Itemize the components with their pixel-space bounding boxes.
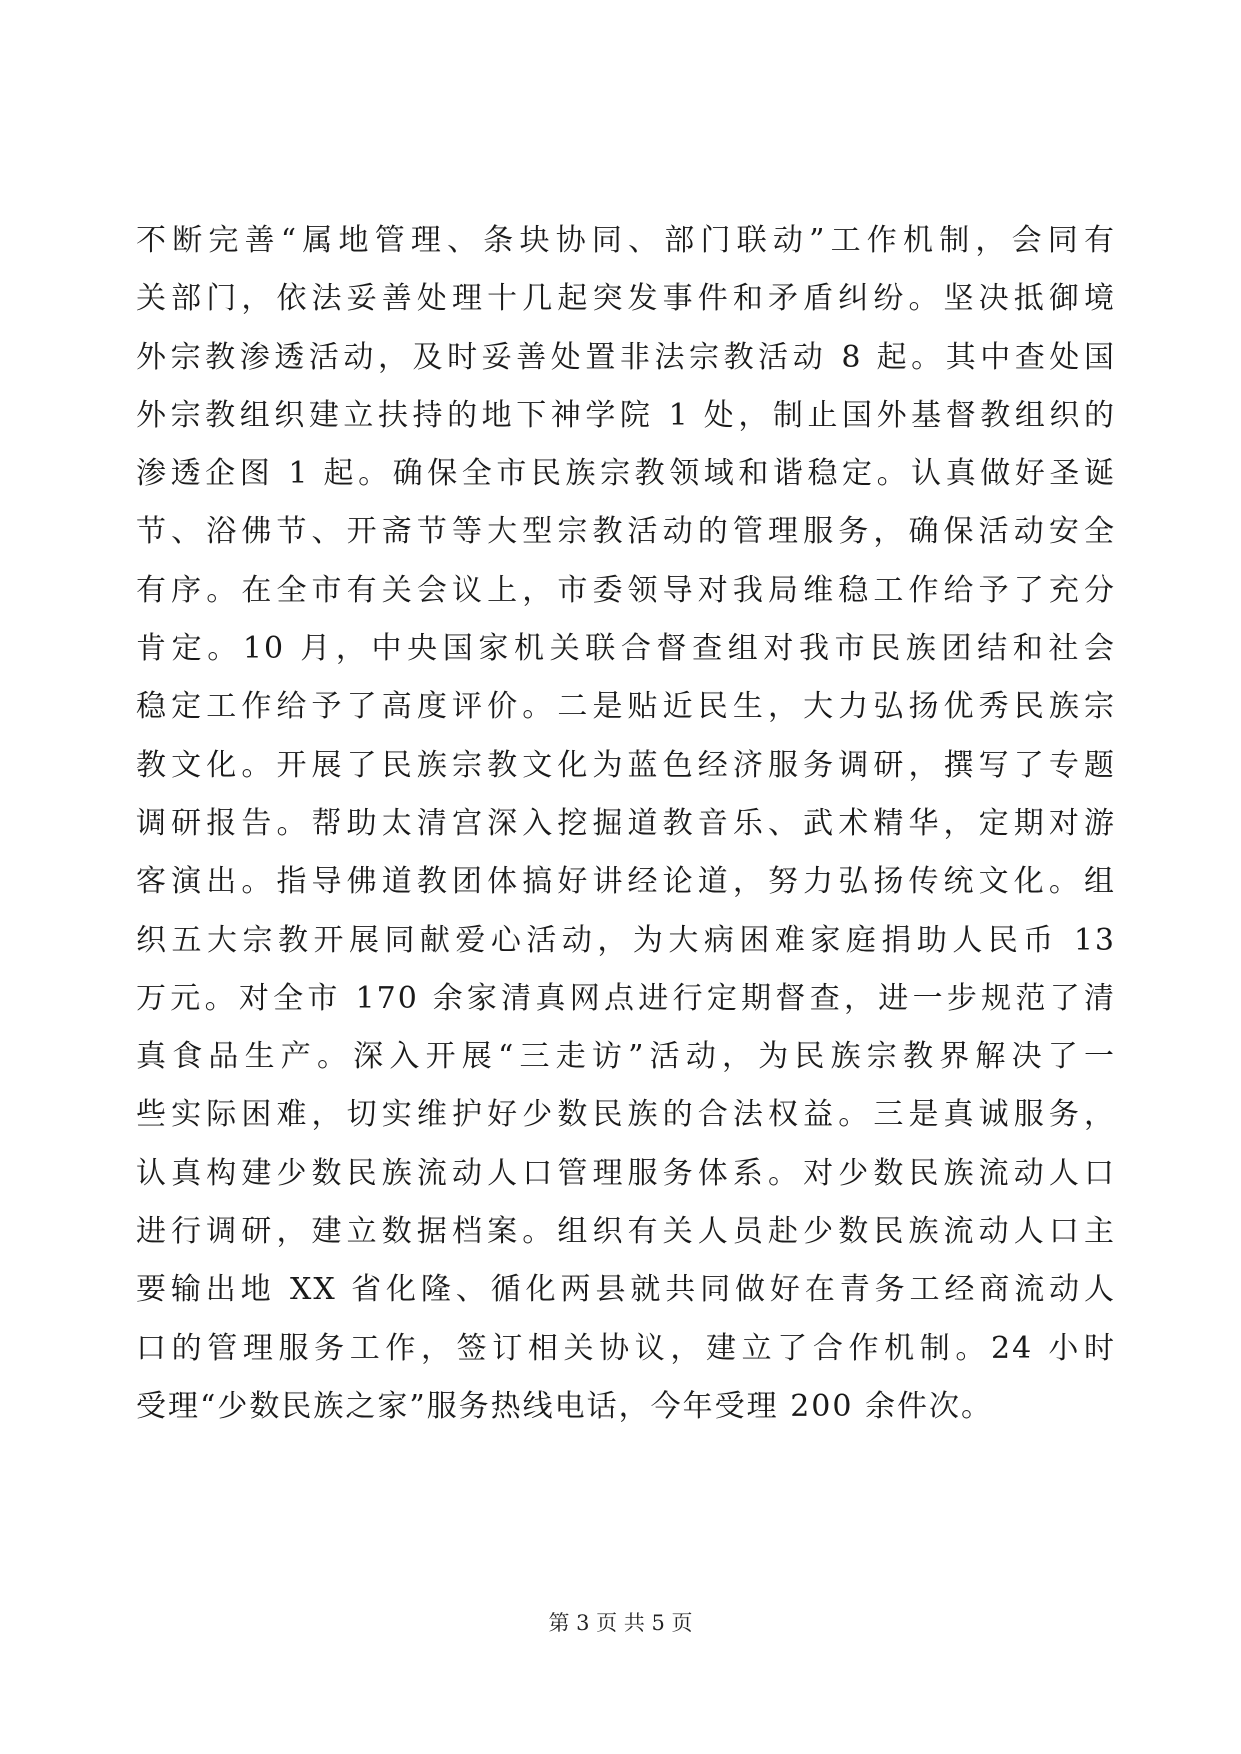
text-line: 节、浴佛节、开斋节等大型宗教活动的管理服务，确保活动安全 xyxy=(136,514,1116,550)
text-line: 客演出。指导佛道教团体搞好讲经论道，努力弘扬传统文化。组 xyxy=(136,864,1116,900)
text-line: 外宗教组织建立扶持的地下神学院 1 处，制止国外基督教组织的 xyxy=(136,397,1116,433)
text-line: 织五大宗教开展同献爱心活动，为大病困难家庭捐助人民币 13 xyxy=(136,922,1116,958)
text-line: 外宗教渗透活动，及时妥善处置非法宗教活动 8 起。其中查处国 xyxy=(136,339,1116,375)
text-line: 要输出地 XX 省化隆、循化两县就共同做好在青务工经商流动人 xyxy=(136,1272,1116,1308)
text-line-last: 受理“少数民族之家”服务热线电话，今年受理 200 余件次。 xyxy=(136,1388,994,1424)
page-number: 第 3 页 共 5 页 xyxy=(548,1611,693,1635)
text-line: 万元。对全市 170 余家清真网点进行定期督查，进一步规范了清 xyxy=(136,980,1116,1016)
page-footer xyxy=(0,1608,1241,1638)
text-line: 有序。在全市有关会议上，市委领导对我局维稳工作给予了充分 xyxy=(136,572,1116,608)
body-paragraph xyxy=(136,212,1116,1436)
text-line: 调研报告。帮助太清宫深入挖掘道教音乐、武术精华，定期对游 xyxy=(136,805,1116,841)
text-line: 关部门，依法妥善处理十几起突发事件和矛盾纠纷。坚决抵御境 xyxy=(136,281,1116,317)
text-line: 稳定工作给予了高度评价。二是贴近民生，大力弘扬优秀民族宗 xyxy=(136,689,1116,725)
text-line: 真食品生产。深入开展“三走访”活动，为民族宗教界解决了一 xyxy=(136,1039,1116,1075)
text-line: 肯定。10 月，中央国家机关联合督查组对我市民族团结和社会 xyxy=(136,631,1116,667)
text-line: 认真构建少数民族流动人口管理服务体系。对少数民族流动人口 xyxy=(136,1155,1116,1191)
text-line: 口的管理服务工作，签订相关协议，建立了合作机制。24 小时 xyxy=(136,1330,1116,1366)
text-line: 教文化。开展了民族宗教文化为蓝色经济服务调研，撰写了专题 xyxy=(136,747,1116,783)
text-line: 渗透企图 1 起。确保全市民族宗教领域和谐稳定。认真做好圣诞 xyxy=(136,456,1116,492)
text-line: 不断完善“属地管理、条块协同、部门联动”工作机制，会同有 xyxy=(136,223,1116,258)
text-line: 些实际困难，切实维护好少数民族的合法权益。三是真诚服务， xyxy=(136,1097,1116,1133)
text-line: 进行调研，建立数据档案。组织有关人员赴少数民族流动人口主 xyxy=(136,1214,1116,1250)
